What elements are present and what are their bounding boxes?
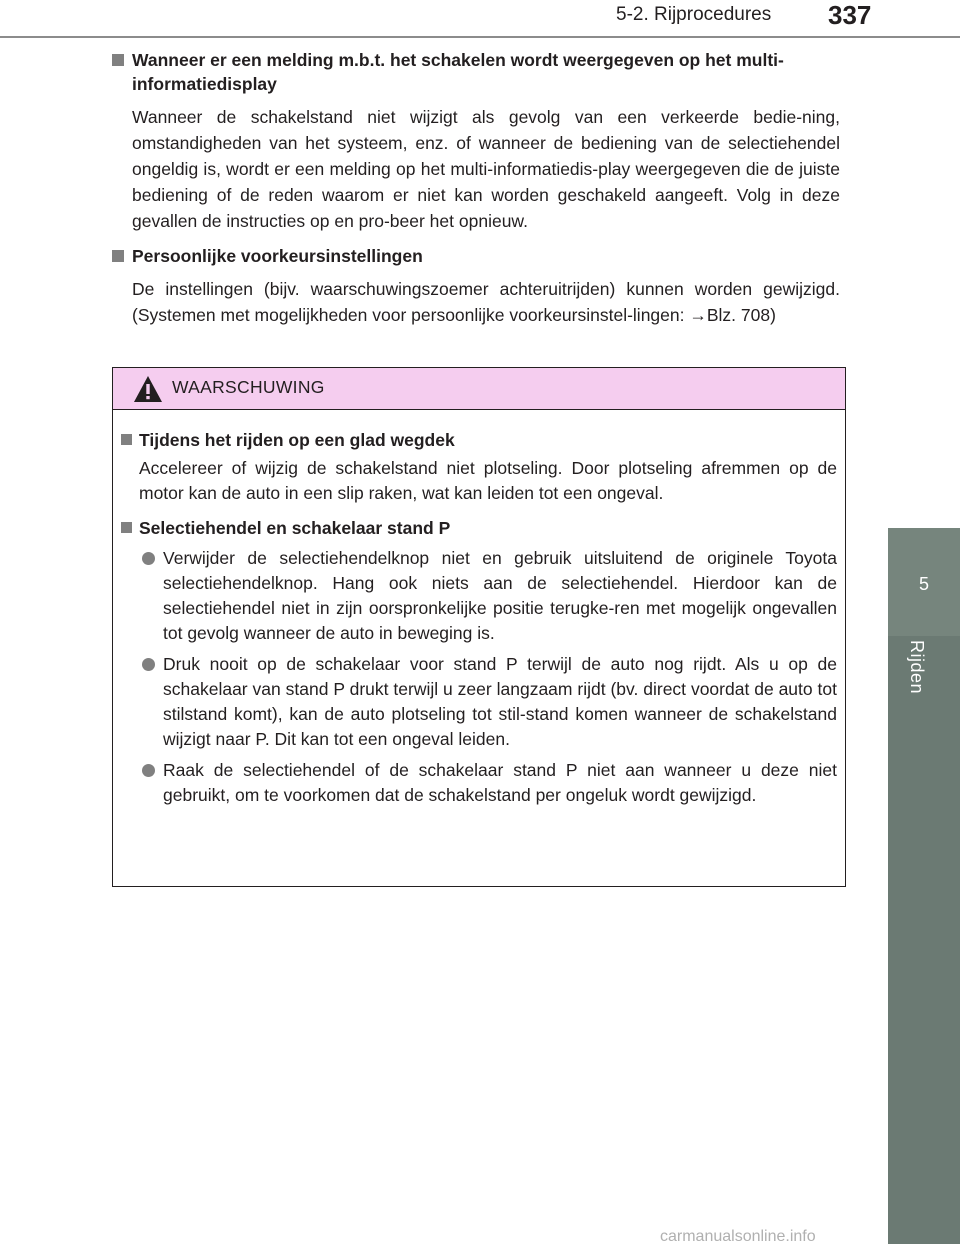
warning-item-heading	[121, 516, 837, 540]
section-paragraph: Wanneer de schakelstand niet wijzigt als gevolg van een verkeerde bedie-ning, omstandigheden van het systeem, enz. of wanneer de bediening van de selectiehendel ongeldig is, wordt er een melding op het multi-informatiedis-play weergegeven die de juiste bediening of de reden waarom er niet kan worden geschakeld aangeeft. Volg in deze gevallen de instructies op en pro-beer het opnieuw.	[132, 107, 840, 231]
warning-header	[113, 368, 845, 410]
square-bullet-icon	[121, 434, 132, 445]
warning-title: WAARSCHUWING	[172, 377, 325, 397]
warning-bullet-text: Druk nooit op de schakelaar voor stand P terwijl de auto nog rijdt. Als u op de schakelaar van stand P drukt terwijl u zeer langzaam rijdt (bv. direct voordat de auto tot stilstand komt), kan de auto plotseling tot stil-stand komen wanneer de schakelstand wijzigt naar P. Dit kan tot een ongeval leiden.	[163, 654, 837, 749]
warning-bullet	[139, 652, 837, 752]
warning-bullet	[139, 546, 837, 646]
header-rule	[0, 36, 960, 38]
square-bullet-icon	[112, 54, 124, 66]
header-section-title: 5-2. Rijprocedures	[616, 4, 772, 25]
round-bullet-icon	[142, 658, 155, 671]
warning-body	[113, 410, 845, 808]
warning-bullet-text: Verwijder de selectiehendelknop niet en gebruik uitsluitend de originele Toyota selectiehendelknop. Hang ook niets aan de selectiehendel. Hierdoor kan de selectiehendel niet in zijn oorspronkelijke positie terugke-ren met mogelijk ongevallen tot gevolg wanneer de auto in beweging is.	[163, 548, 837, 643]
square-bullet-icon	[112, 250, 124, 262]
round-bullet-icon	[142, 764, 155, 777]
warning-box	[112, 367, 846, 887]
warning-item-heading	[121, 428, 837, 452]
watermark: carmanualsonline.info	[660, 1228, 816, 1245]
warning-triangle-icon	[133, 375, 163, 403]
warning-item-text: Accelereer of wijzig de schakelstand niet plotseling. Door plotseling afremmen op de motor kan de auto in een slip raken, wat kan leiden tot een ongeval.	[139, 458, 837, 503]
section-heading	[112, 244, 840, 268]
section-heading-text: Wanneer er een melding m.b.t. het schakelen wordt weergegeven op het multi-informatiedisplay	[132, 50, 784, 94]
chapter-number: 5	[918, 574, 929, 594]
chapter-label-text: Rijden	[907, 640, 927, 695]
round-bullet-icon	[142, 552, 155, 565]
warning-bullet-text: Raak de selectiehendel of de schakelaar stand P niet aan wanneer u deze niet gebruikt, om te voorkomen dat de schakelstand per ongeluk wordt gewijzigd.	[163, 760, 837, 805]
warning-item-heading-text: Tijdens het rijden op een glad wegdek	[139, 430, 455, 450]
square-bullet-icon	[121, 522, 132, 533]
section-personal-settings	[112, 244, 840, 328]
section-heading	[112, 48, 840, 96]
section-heading-text: Persoonlijke voorkeursinstellingen	[132, 246, 423, 266]
warning-bullet	[139, 758, 837, 808]
section-shift-message	[112, 48, 840, 234]
section-paragraph: De instellingen (bijv. waarschuwingszoemer achteruitrijden) kunnen worden gewijzigd. (Systemen met mogelijkheden voor persoonlijke voorkeursinstel-lingen: →Blz. 708)	[132, 279, 840, 325]
warning-item-selector-lever	[121, 516, 837, 808]
warning-item-slippery-road	[121, 428, 837, 506]
chapter-label	[906, 640, 926, 730]
main-content	[112, 48, 840, 338]
warning-item-heading-text: Selectiehendel en schakelaar stand P	[139, 518, 451, 538]
page-number: 337	[828, 0, 872, 30]
